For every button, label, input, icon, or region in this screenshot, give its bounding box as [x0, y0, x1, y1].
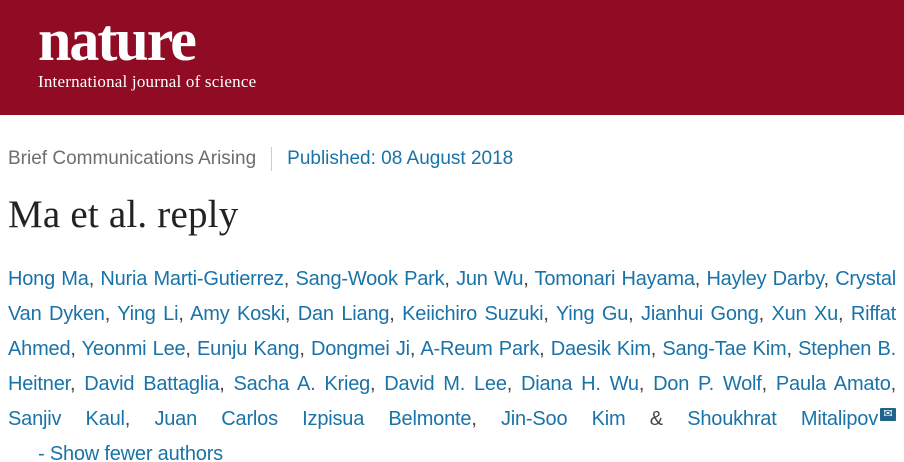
author-link[interactable]: Daesik Kim: [550, 338, 651, 360]
author-link[interactable]: Diana H. Wu: [520, 373, 639, 395]
author-separator: ,: [838, 303, 851, 325]
author-link[interactable]: Nuria Marti-Gutierrez: [100, 268, 284, 290]
author-separator: ,: [124, 408, 155, 430]
page-title: Ma et al. reply: [8, 193, 239, 236]
author-link[interactable]: Riffat Ahmed: [8, 303, 897, 360]
author-link[interactable]: Don P. Wolf: [653, 373, 762, 395]
email-envelope-icon[interactable]: ✉: [880, 408, 896, 421]
author-separator: ,: [283, 268, 296, 290]
author-link[interactable]: Sanjiv Kaul: [8, 408, 125, 430]
published-date: Published: 08 August 2018: [287, 148, 514, 169]
author-link[interactable]: Keiichiro Suzuki: [402, 303, 544, 325]
author-separator: ,: [761, 373, 776, 395]
author-separator: ,: [178, 303, 191, 325]
nature-masthead: [0, 0, 904, 115]
nature-logo[interactable]: nature: [38, 7, 195, 73]
author-link[interactable]: Hong Ma: [8, 268, 89, 290]
author-link[interactable]: Ying Gu: [555, 303, 629, 325]
author-list: [8, 268, 901, 430]
article-category: Brief Communications Arising: [8, 148, 257, 169]
author-link[interactable]: Amy Koski: [190, 303, 285, 325]
author-link[interactable]: Jin-Soo Kim: [500, 408, 626, 430]
author-link[interactable]: Sacha A. Krieg: [233, 373, 371, 395]
author-separator: ,: [409, 338, 421, 360]
author-link[interactable]: Jianhui Gong: [641, 303, 759, 325]
author-separator: ,: [70, 338, 82, 360]
author-separator: &: [625, 408, 688, 430]
author-separator: ,: [219, 373, 234, 395]
author-separator: ,: [299, 338, 311, 360]
article-meta-row: [8, 147, 896, 171]
author-link[interactable]: Stephen B. Heitner: [8, 338, 896, 395]
author-link[interactable]: Ying Li: [117, 303, 179, 325]
author-separator: ,: [389, 303, 403, 325]
author-separator: ,: [444, 268, 457, 290]
author-separator: ,: [506, 373, 521, 395]
author-list-paragraph: [8, 262, 902, 462]
author-link[interactable]: Xun Xu: [771, 303, 839, 325]
author-link[interactable]: Juan Carlos Izpisua Belmonte: [154, 408, 472, 430]
author-separator: ,: [284, 303, 298, 325]
author-separator: ,: [88, 268, 101, 290]
author-link[interactable]: A-Reum Park: [420, 338, 540, 360]
author-separator: ,: [69, 373, 85, 395]
author-separator: ,: [823, 268, 836, 290]
author-link[interactable]: Dongmei Ji: [310, 338, 410, 360]
show-fewer-authors-link[interactable]: - Show fewer authors: [38, 443, 223, 462]
meta-divider: [271, 147, 272, 171]
author-separator: ,: [786, 338, 799, 360]
author-separator: ,: [694, 268, 707, 290]
author-separator: ,: [628, 303, 642, 325]
author-link[interactable]: Eunju Kang: [197, 338, 300, 360]
author-link[interactable]: Sang-Wook Park: [295, 268, 445, 290]
author-separator: ,: [104, 303, 118, 325]
author-separator: ,: [539, 338, 551, 360]
author-link[interactable]: Dan Liang: [297, 303, 390, 325]
author-link[interactable]: David Battaglia: [84, 373, 220, 395]
author-link[interactable]: Yeonmi Lee: [81, 338, 186, 360]
author-link[interactable]: Hayley Darby: [706, 268, 824, 290]
author-link[interactable]: David M. Lee: [384, 373, 507, 395]
author-link[interactable]: Paula Amato: [775, 373, 891, 395]
author-separator: ,: [185, 338, 198, 360]
author-link[interactable]: Sang-Tae Kim: [662, 338, 787, 360]
author-separator: ,: [523, 268, 535, 290]
author-separator: ,: [890, 373, 902, 395]
author-link[interactable]: Crystal Van Dyken: [8, 268, 897, 325]
author-separator: ,: [638, 373, 654, 395]
author-link[interactable]: Jun Wu: [456, 268, 524, 290]
author-separator: ,: [650, 338, 663, 360]
author-link[interactable]: Tomonari Hayama: [534, 268, 695, 290]
author-separator: ,: [370, 373, 385, 395]
article-header: [0, 147, 904, 462]
journal-tagline: International journal of science: [38, 72, 257, 91]
author-separator: ,: [758, 303, 772, 325]
author-link[interactable]: Shoukhrat Mitalipov: [687, 408, 878, 430]
author-separator: ,: [471, 408, 501, 430]
author-separator: ,: [543, 303, 556, 325]
